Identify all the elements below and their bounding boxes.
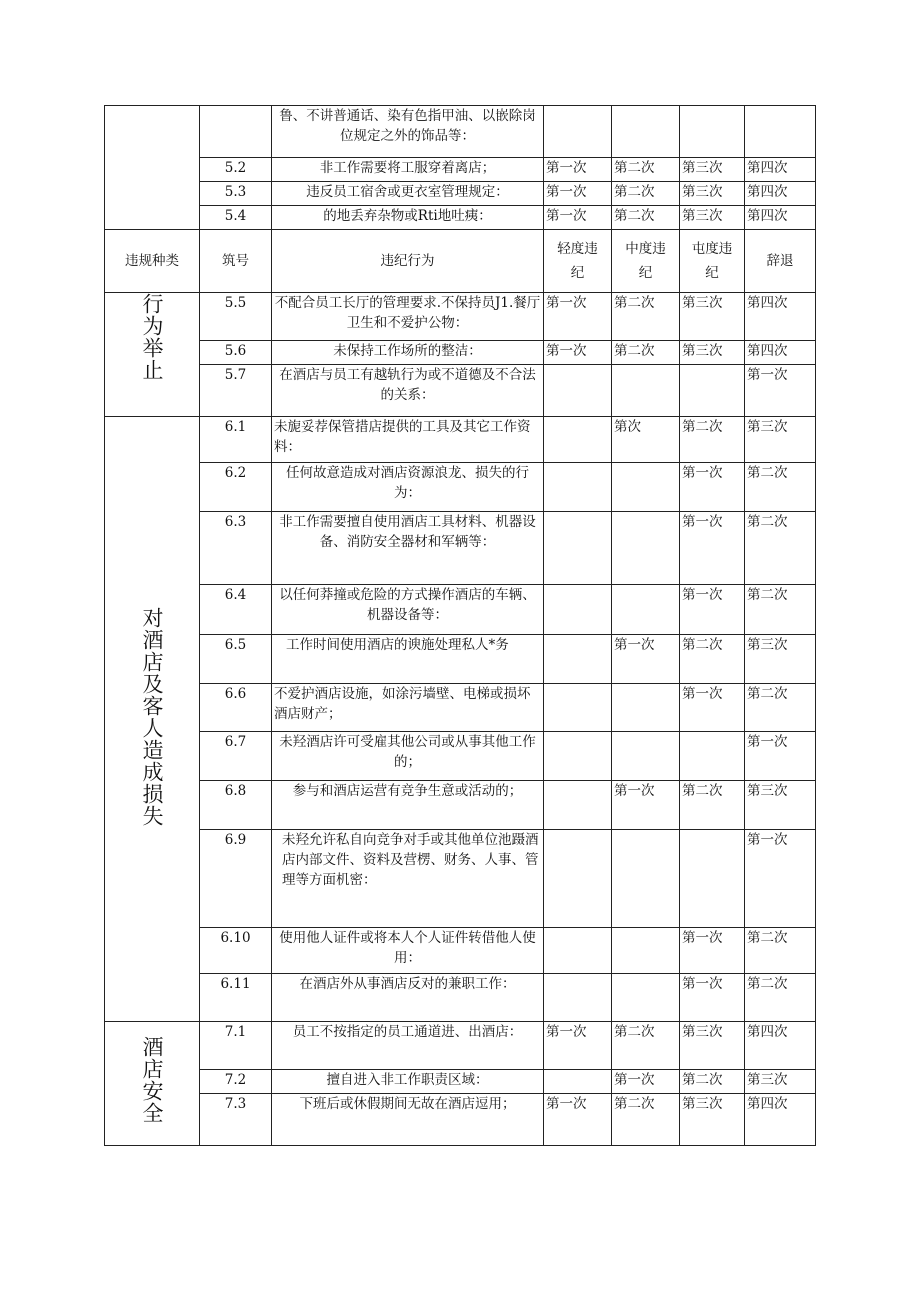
level-heavy: 第三次 (680, 293, 745, 341)
level-heavy: 第三次 (680, 158, 745, 182)
rule-description: 工作时间使用酒店的谀施处理私人*务 (272, 635, 544, 684)
rule-description: 任何故意造成对酒店资源浪龙、损失的行为： (272, 463, 544, 512)
table-row (105, 293, 816, 341)
level-dismiss: 第一次 (745, 732, 816, 781)
level-heavy: 第一次 (680, 928, 745, 974)
level-medium (612, 106, 680, 158)
level-heavy: 第一次 (680, 585, 745, 635)
table-row (105, 341, 816, 365)
level-heavy: 第一次 (680, 974, 745, 1022)
category-behavior (105, 293, 200, 417)
rule-number: 6.4 (200, 585, 272, 635)
header-dismiss: 辞退 (745, 230, 816, 293)
rule-number: 6.8 (200, 781, 272, 830)
level-medium (612, 928, 680, 974)
level-light (544, 974, 612, 1022)
rule-description: 使用他人证件或将本人个人证件转借他人使用： (272, 928, 544, 974)
level-dismiss: 第二次 (745, 585, 816, 635)
header-code: 筑号 (200, 230, 272, 293)
table-row (105, 106, 816, 158)
rule-number: 6.5 (200, 635, 272, 684)
level-light: 第一次 (544, 341, 612, 365)
rule-number: 7.3 (200, 1094, 272, 1146)
rule-number: 6.2 (200, 463, 272, 512)
level-light (544, 830, 612, 928)
category-label: 酒店安全 (140, 1036, 164, 1124)
level-heavy: 第三次 (680, 182, 745, 206)
level-light (544, 417, 612, 463)
rule-description: 在酒店与员工有越轨行为或不道德及不合法的关系： (272, 365, 544, 417)
table-row (105, 206, 816, 230)
category-cell-continued (105, 106, 200, 230)
level-dismiss: 第二次 (745, 684, 816, 732)
rule-number: 5.7 (200, 365, 272, 417)
level-light (544, 928, 612, 974)
category-safety (105, 1022, 200, 1146)
level-dismiss: 第二次 (745, 463, 816, 512)
level-medium (612, 732, 680, 781)
rule-number: 6.10 (200, 928, 272, 974)
rule-number: 7.1 (200, 1022, 272, 1070)
level-heavy: 第一次 (680, 463, 745, 512)
level-medium (612, 463, 680, 512)
disciplinary-rules-table (104, 105, 816, 1146)
level-heavy: 第一次 (680, 684, 745, 732)
level-dismiss: 第四次 (745, 182, 816, 206)
level-heavy: 第三次 (680, 341, 745, 365)
level-dismiss (745, 106, 816, 158)
level-light (544, 1070, 612, 1094)
level-dismiss: 第二次 (745, 928, 816, 974)
rule-description: 参与和酒店运营有竞争生意或活动的； (272, 781, 544, 830)
rule-description: 在酒店外从事酒店反对的兼职工作： (272, 974, 544, 1022)
table-row (105, 781, 816, 830)
rule-description: 以任何莽撞或危险的方式操作酒店的车辆、机器设备等： (272, 585, 544, 635)
table-row (105, 1094, 816, 1146)
level-medium: 第二次 (612, 206, 680, 230)
level-dismiss: 第一次 (745, 365, 816, 417)
rule-number: 5.5 (200, 293, 272, 341)
level-heavy (680, 106, 745, 158)
level-light: 第一次 (544, 158, 612, 182)
rule-description: 非工作需要擅自使用酒店工具材料、机器设备、消防安全器材和军辆等： (272, 512, 544, 585)
level-heavy (680, 732, 745, 781)
level-heavy: 第二次 (680, 417, 745, 463)
level-medium: 第二次 (612, 158, 680, 182)
level-light (544, 781, 612, 830)
level-light (544, 635, 612, 684)
rule-description: 非工作需要将工服穿着离店； (272, 158, 544, 182)
rule-description: 未保持工作场所的整洁： (272, 341, 544, 365)
level-heavy: 第二次 (680, 1070, 745, 1094)
level-dismiss: 第四次 (745, 341, 816, 365)
level-heavy (680, 830, 745, 928)
level-medium (612, 512, 680, 585)
rule-description: 未羟允许私自向竞争对手或其他单位池蹑酒店内部文件、资料及营楞、财务、人事、管理等方面机密： (272, 830, 544, 928)
level-medium: 第二次 (612, 293, 680, 341)
rule-number: 6.7 (200, 732, 272, 781)
level-medium (612, 684, 680, 732)
level-medium: 第二次 (612, 341, 680, 365)
level-heavy: 第三次 (680, 1022, 745, 1070)
table-row (105, 158, 816, 182)
category-label: 对酒店及客人造成损失 (140, 607, 164, 827)
rule-description: 的地丢弃杂物或Rti地吐痍： (272, 206, 544, 230)
header-category: 违规种类 (105, 230, 200, 293)
header-heavy: 屯度违纪 (680, 230, 745, 293)
level-dismiss: 第四次 (745, 158, 816, 182)
level-medium (612, 365, 680, 417)
level-medium: 第二次 (612, 1022, 680, 1070)
rule-number: 6.3 (200, 512, 272, 585)
rule-number: 5.6 (200, 341, 272, 365)
rule-number: 6.9 (200, 830, 272, 928)
level-medium: 第二次 (612, 182, 680, 206)
table-row (105, 635, 816, 684)
table-row (105, 417, 816, 463)
rule-description: 不配合员工长厅的管理要求.不保持员J1.餐厅卫生和不爱护公物： (272, 293, 544, 341)
rule-number: 5.4 (200, 206, 272, 230)
category-damage (105, 417, 200, 1022)
level-medium: 第次 (612, 417, 680, 463)
table-row (105, 928, 816, 974)
table-row (105, 585, 816, 635)
level-heavy: 第一次 (680, 512, 745, 585)
level-light: 第一次 (544, 1022, 612, 1070)
table-row (105, 974, 816, 1022)
rule-description: 未旎妥荐保管措店提供的工具及其它工作资料： (272, 417, 544, 463)
level-heavy: 第三次 (680, 1094, 745, 1146)
level-medium: 第一次 (612, 635, 680, 684)
table-row (105, 830, 816, 928)
header-behavior: 违纪行为 (272, 230, 544, 293)
level-dismiss: 第一次 (745, 830, 816, 928)
rule-number: 6.1 (200, 417, 272, 463)
level-light (544, 585, 612, 635)
level-dismiss: 第四次 (745, 1094, 816, 1146)
level-light: 第一次 (544, 206, 612, 230)
level-dismiss: 第四次 (745, 1022, 816, 1070)
rule-number: 7.2 (200, 1070, 272, 1094)
level-medium (612, 585, 680, 635)
level-heavy (680, 365, 745, 417)
table-row (105, 684, 816, 732)
level-light: 第一次 (544, 293, 612, 341)
level-dismiss: 第四次 (745, 293, 816, 341)
level-heavy: 第二次 (680, 635, 745, 684)
level-medium: 第二次 (612, 1094, 680, 1146)
table-row (105, 182, 816, 206)
level-dismiss: 第三次 (745, 781, 816, 830)
level-medium (612, 830, 680, 928)
table-row (105, 732, 816, 781)
rule-number (200, 106, 272, 158)
level-dismiss: 第三次 (745, 1070, 816, 1094)
level-dismiss: 第三次 (745, 635, 816, 684)
level-light (544, 732, 612, 781)
header-medium: 中度违纪 (612, 230, 680, 293)
rule-description: 违反员工宿舍或更衣室管理规定： (272, 182, 544, 206)
level-dismiss: 第四次 (745, 206, 816, 230)
level-heavy: 第三次 (680, 206, 745, 230)
level-light (544, 106, 612, 158)
rule-description: 鲁、不讲普通话、染有色指甲油、以嵌除岗位规定之外的饰品等： (272, 106, 544, 158)
level-light (544, 365, 612, 417)
category-label: 行为举止 (140, 293, 164, 381)
level-dismiss: 第二次 (745, 512, 816, 585)
rule-number: 5.2 (200, 158, 272, 182)
header-light: 轻度违纪 (544, 230, 612, 293)
rule-description: 未羟酒店许可受雇其他公司或从事其他工作的； (272, 732, 544, 781)
level-light: 第一次 (544, 182, 612, 206)
table-header-row (105, 230, 816, 293)
table-row (105, 365, 816, 417)
level-light (544, 463, 612, 512)
level-light: 第一次 (544, 1094, 612, 1146)
level-dismiss: 第三次 (745, 417, 816, 463)
level-dismiss: 第二次 (745, 974, 816, 1022)
level-medium (612, 974, 680, 1022)
rule-number: 6.11 (200, 974, 272, 1022)
table-row (105, 463, 816, 512)
table-row (105, 512, 816, 585)
rule-description: 不爱护酒店设施，如涂污墙壁、电梯或损坏酒店财产； (272, 684, 544, 732)
rule-number: 6.6 (200, 684, 272, 732)
level-medium: 第一次 (612, 1070, 680, 1094)
table-row (105, 1070, 816, 1094)
table-row (105, 1022, 816, 1070)
level-light (544, 512, 612, 585)
rule-description: 擅自进入非工作职责区域： (272, 1070, 544, 1094)
level-light (544, 684, 612, 732)
level-heavy: 第二次 (680, 781, 745, 830)
rule-description: 员工不按指定的员工通道进、出酒店： (272, 1022, 544, 1070)
rule-description: 下班后或休假期间无故在酒店逗用； (272, 1094, 544, 1146)
level-medium: 第一次 (612, 781, 680, 830)
rule-number: 5.3 (200, 182, 272, 206)
